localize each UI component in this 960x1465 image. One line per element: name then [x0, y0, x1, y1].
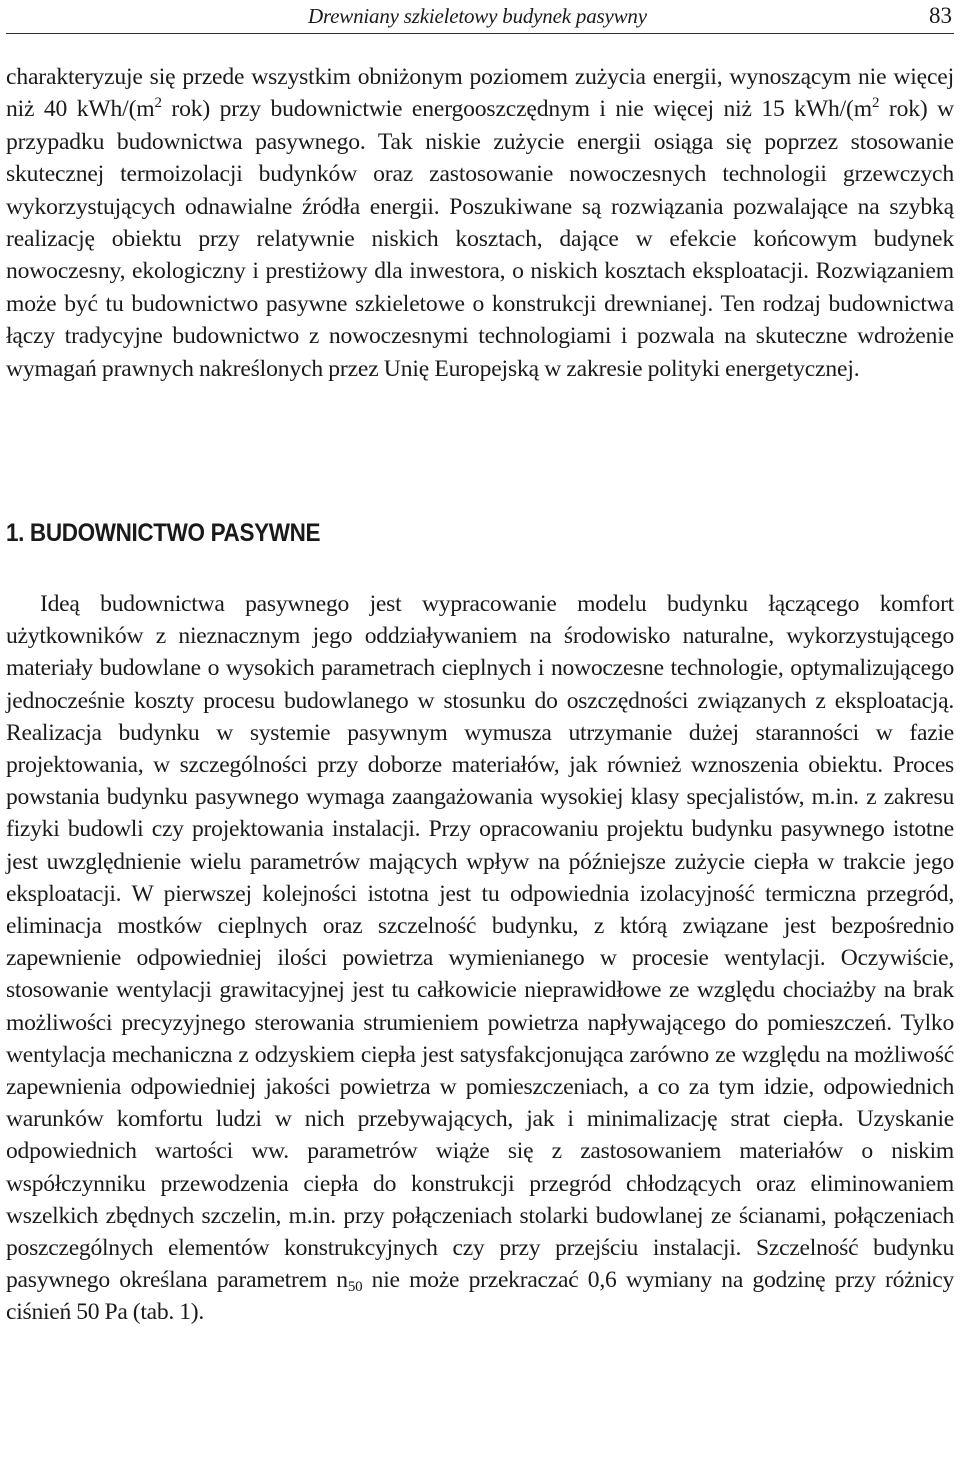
intro-exponent-1: 2 [154, 95, 162, 112]
section-body-part1: Ideą budownictwa pasywnego jest wypracowanie modelu budynku łączącego komfort użytkowników z nieznacznym jego oddziaływaniem na środowisko naturalne, wykorzystującego materiały budowlane o wysokich parametrach cieplnych i nowoczesne technologie, optymalizującego jednocześnie koszty procesu budowlanego w stosunku do oszczędności związanych z eksploatacją. Realizacja budynku w systemie pasywnym wymusza utrzymanie dużej staranności w fazie projektowania, w szczególności przy doborze materiałów, jak również wznoszenia obiektu. Proces powstania budynku pasywnego wymaga zaangażowania wysokiej klasy specjalistów, m.in. z zakresu fizyki budowli czy projektowania instalacji. Przy opracowaniu projektu budynku pasywnego istotne jest uwzględnienie wielu parametrów mających wpływ na późniejsze zużycie ciepła w trakcie jego eksploatacji. W pierwszej kolejności istotna jest tu odpowiednia izolacyjność termiczna przegród, eliminacja mostków cieplnych oraz szczelność budynku, z którą związane jest bezpośrednio zapewnienie odpowiedniej ilości powietrza wymienianego w procesie wentylacji. Oczywiście, stosowanie wentylacji grawitacyjnej jest tu całkowicie nieprawidłowe ze względu chociażby na brak możliwości precyzyjnego sterowania strumieniem powietrza napływającego do pomieszczeń. Tylko wentylacja mechaniczna z odzyskiem ciepła jest satysfakcjonująca zarówno ze względu na możliwość zapewnienia odpowiedniej jakości powietrza w pomieszczeniach, a co za tym idzie, odpowiednich warunków komfortu ludzi w nich przebywających, jak i minimalizację strat ciepła. Uzyskanie odpowiednich wartości ww. parametrów wiąże się z zastosowaniem materiałów o niskim współczynniku przewodzenia ciepła do konstrukcji przegród chłodzących oraz eliminowaniem wszelkich zbędnych szczelin, m.in. przy połączeniach stolarki budowlanej ze ścianami, połączeniach poszczególnych elementów konstrukcyjnych czy przy przejściu instalacji. Szczelność budynku pasywnego określana parametrem n [6, 591, 954, 1294]
intro-text-part3: rok) w przypadku budownictwa pasywnego. Tak niskie zużycie energii osiąga się poprzez stosowanie skutecznej termoizolacji budynków oraz zastosowanie nowoczesnych technologii grzewczych wykorzystujących odnawialne źródła energii. Poszukiwane są rozwiązania pozwalające na szybką realizację obiektu przy relatywnie niskich kosztach, dające w efekcie końcowym budynek nowoczesny, ekologiczny i prestiżowy dla inwestora, o niskich kosztach eksploatacji. Rozwiązaniem może być tu budownictwo pasywne szkieletowe o konstrukcji drewnianej. Ten rodzaj budownictwa łączy tradycyjne budownictwo z nowoczesnymi technologiami i pozwala na skuteczne wdrożenie wymagań prawnych nakreślonych przez Unię Europejską w zakresie polityki energetycznej. [6, 96, 955, 382]
intro-paragraph [6, 61, 954, 385]
page-number: 83 [929, 3, 952, 28]
intro-text-part2: rok) przy budownictwie energooszczędnym i nie więcej niż 15 kWh/(m [161, 96, 872, 123]
running-header [6, 0, 954, 34]
running-title: Drewniany szkieletowy budynek pasywny [308, 4, 647, 28]
section-body-part2: nie może przekraczać 0,6 wymiany na godzinę przy różnicy ciśnień 50 Pa (tab. 1). [6, 1267, 954, 1326]
intro-text-part1: charakteryzuje się przede wszystkim obniżonym poziomem zużycia energii, wynoszącym nie więcej niż 40 kWh/(m [6, 64, 954, 123]
intro-exponent-2: 2 [871, 95, 880, 112]
section-body-subscript: 50 [347, 1279, 363, 1296]
section-body-paragraph [6, 588, 954, 1329]
section-heading: 1. BUDOWNICTWO PASYWNE [6, 519, 321, 547]
